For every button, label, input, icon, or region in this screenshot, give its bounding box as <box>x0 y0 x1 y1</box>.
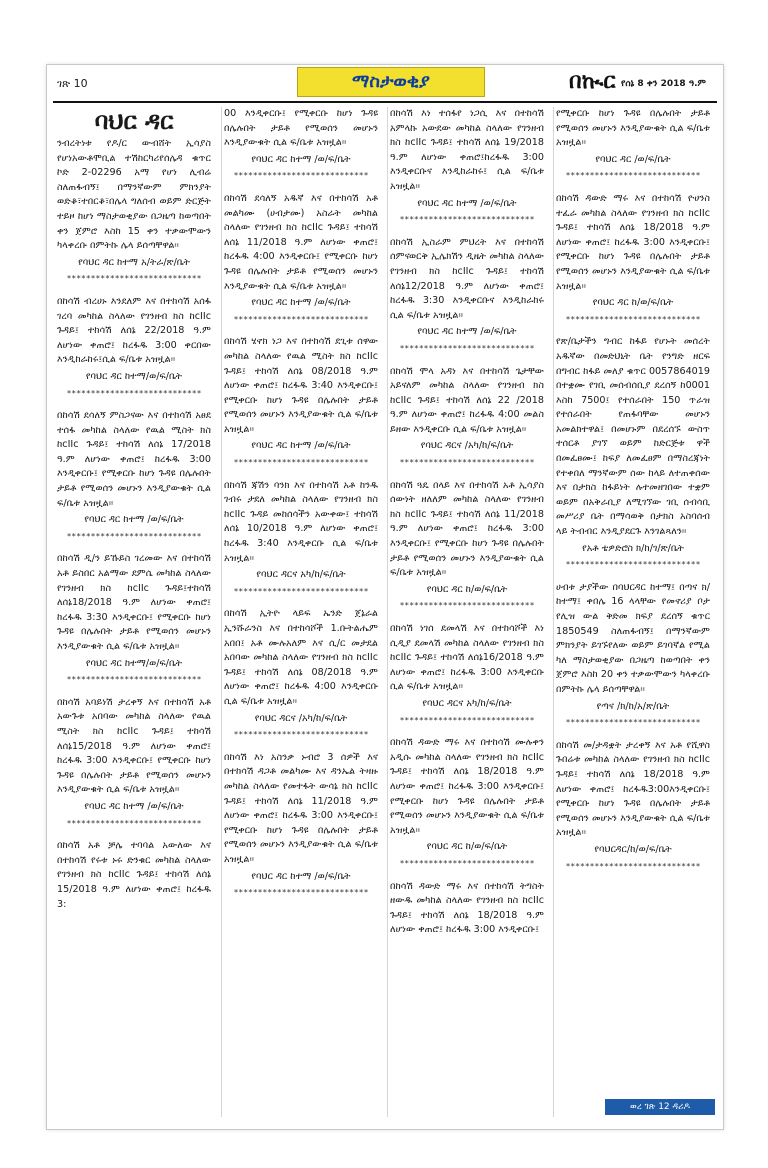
notice-body: በከሳሽ እነ አስንቃ ኑብሮ 3 ሰዎች እና በተከሳሽ ዳጋቶ መልካሙ እና ዳንኤል ትዛዙ መካከል ስላለው የመተፋት ውሳኔ ክስ ከcIIc ጉዳይ፤ ተከሳሽ ለሰኔ 11/2018 ዓ.ም ለሆነው ቀጠሮ፤ ከረፋዱ 3:00 እንዲቀርቡ፤ የሚቀርቡ ከሆነ ጉዳዩ በሌሉበት ታይቶ የሚወሰን መሆኑን እንዲያውቁት ሲል ፍ/ቤቱ አዝዟል፡፡ <box>224 751 378 865</box>
notice <box>388 107 546 228</box>
notice-signature: የባህር ዳር ከተማ /ወ/ፍ/ቤት <box>251 440 351 452</box>
notice-signature: የባህር ዳርና አካ/ከ/ፍ/ቤት <box>256 569 346 581</box>
notice-body: በከሳሽ ደሳለኝ አዱኛ እና በተከሳሽ አቶ መልካሙ (ሀብታሙ) አስራት መካከል ስላለው የገንዘብ ክስ ከcIIc ጉዳይ፤ ተከሳሽ ለሰኔ 11/2018 ዓ.ም ለሆነው ቀጠሮ፤ ከረፋዱ 4:00 እንዲቀርቡ፤ የሚቀርቡ ከሆነ ጉዳዩ በሌሉበት ታይቶ የሚወሰን መሆኑን እንዲያውቁት ሲል ፍ/ቤቱ አዝዟል፡፡ <box>224 192 378 292</box>
column-4 <box>553 107 712 1117</box>
notice-body: በከሳሽ ዲ/ን ይኹይስ ገረመው እና በተከሳሽ አቶ ይስበር አልማው ደምሴ መካከል ስላለው የገንዘብ ክስ ከcIIc ጉዳይ፤ተከሳሽ ለሰኔ18/2018 ዓ.ም ለሆነው ቀጠሮ፤ ከረፋዱ 3:30 እንዲቀርቡ፤ የሚቀርቡ ከሆነ ጉዳዩ በሌሉበት ታይቶ የሚወሰን መሆኑን እንዲያውቁት ሲል ፍ/ቤቱ አዝዟል፡፡ <box>57 553 211 652</box>
notice-signature: የባህር ዳር ከተማ /ወ/ፍ/ቤት <box>251 297 351 309</box>
notice-signature: የባህር ዳርና /አካ/ከ/ፍ/ቤት <box>254 712 348 724</box>
column-3 <box>387 107 546 1117</box>
notice <box>55 409 213 544</box>
notice-body: በከሳሽ ዳውድ ማሩ እና በተከሳሽ ትግስት ዘውዱ መካከል ስላለው የገንዘብ ክስ ከcIIc ጉዳይ፤ ተከሳሽ ለሰኔ 18/2018 ዓ.ም ለሆነው ቀጠሮ፤ ከረፋዱ 3:00 እንዲቀርቡ፤ <box>390 880 544 936</box>
notice-signature: የባህር ዳርና አካ/ከ/ፍ/ቤት <box>422 697 512 709</box>
notice-body: ንብረትነቱ የዶ/ር ውብሸት ኢሳያስ የሆነአውቶሞቢል ተሽከርካሪየሰሌዳ ቁጥር ኮድ 2-02296 አማ የሆነ ሊብሬ ስለጠፋብኝ፤ በማንኛውም ምክንያት ወድቆ፣ተበርቆ፣በሌላ ግለሰብ ወይም ድርጅት ተይዞ ከሆነ ማስታወቂያው በጋዜጣ ከወጣበት ቀን ጀምሮ እስከ 15 ቀን ተቃውሞውን ካላቀረቡ በምትኩ ሌላ ይሰጣቸዋል፡፡ <box>57 138 211 252</box>
notice <box>55 839 213 912</box>
notice-body: የጽ/ቤታችን ግብር ከፋይ የሆኑት መሰረት አዱኛው በመድህኒት ቤት የንግድ ዘርፍ በግብር ከፋይ መለያ ቁጥር 0057864019 በተቋሙ የገቢ መሰብሰቢያ ደረሰኝ ከ0001 እስከ 7500፤ የተሰራበት 150 ጥራዝ የተሰራበት የጠፋባቸው መሆኑን አመልክተዋል፤ በመሆኑም በደረሰኙ ውስጥ ተሰርቶ ያገኘ ወይም ከድርጅቱ ዋች በመፈፀሙ፤ ከፍያ ለመፈፀም በማስረጃነት የተቀበለ ማንኛውም ሰው ከላይ ለተጠቀሰው እና በታክስ ከፋይነት ሉተመዘገበው ተቋም ወይም በአቅራቢያ ለሚገኘው ገቢ ሰብሳቢ መሥሪያ ቤት በማሳወቅ በታክስ አስባሰብ ላይ ትብብር እንዲያደርጉ እንገልጻለን፡፡ <box>556 336 710 538</box>
notice-signature: የባህር ዳር ከተማ /ወ/ፍ/ቤት <box>251 153 351 165</box>
notice-body: የሚቀርቡ ከሆነ ጉዳዩ በሌሉበት ታይቶ የሚወሰን መሆኑን እንዲያውቁት ሲል ፍ/ቤቱ አዝዟል፡፡ <box>556 108 710 149</box>
notice <box>388 736 546 871</box>
notice-body: በከሳሽ ሞላ አዳነ እና በተከሳሽ ጌታቸው አይናለም መካከል ስላለው የገንዘብ ክስ ከcIIc ጉዳይ፤ ተከሳሽ ለሰኔ 22 /2018 ዓ.ም ለሆነው ቀጠሮ፤ ከረፋዱ 4:00 መልስ ይዘው እንዲቀርቡ ሲል ፍ/ቤቱ አዝዟል፡፡ <box>390 365 544 435</box>
notice-separator: **************************** <box>66 818 202 828</box>
notice <box>554 739 712 874</box>
notice-signature: የባህር ዳር ከተማ/ወ/ፍ/ቤት <box>85 370 183 382</box>
notice-separator: **************************** <box>233 730 369 740</box>
notice <box>388 479 546 614</box>
notice-separator: **************************** <box>399 215 535 225</box>
notice-columns <box>55 107 715 1117</box>
notice-separator: **************************** <box>565 718 701 728</box>
header-rule <box>53 101 717 103</box>
notice-signature: የባህር ዳር ከተማ /ወ/ፍ/ቤት <box>417 197 517 209</box>
column-1 <box>55 107 213 1117</box>
newspaper-page <box>46 64 724 1130</box>
notice-body: በከሳሽ ጃሽን ባንክ እና በተከሳሽ አቶ ከንዱ ገብሩ ታደለ መካከል ስላለው የገንዘብ ክስ ከcIIc ጉዳይ መከሰሳችን አውቀው፤ ተከሳሽ ለሰኔ 10/2018 ዓ.ም ለሆነው ቀጠሮ፤ ከረፋዱ 3:40 እንዲቀርቡ ሲል ፍ/ቤቱ አዝዟል፡፡ <box>224 479 378 564</box>
notice <box>388 365 546 471</box>
notice-body: በከሳሽ አባይነሽ ታረቀኝ እና በተከሳሽ አቶ አውጉቱ አበባው መካከል ስላለው የዉል ሚስት ክስ ከcIIc ጉዳይ፤ ተከሳሽ ለሰኔ15/2018 ዓ.ም ለሆነው ቀጠሮ፤ ከረፋዱ 3:00 እንዲቀርቡ፤ የሚቀርቡ ከሆነ ጉዳዩ በሌሉበት ታይቶ የሚወሰን መሆኑን እንዲያውቁት ሲል ፍ/ቤቱ አዝዟል፡፡ <box>57 696 211 796</box>
notice-signature: የባህር ዳር ከተማ /ወ/ፍ/ቤት <box>84 514 184 526</box>
notice-body: በከሳሽ አቶ ቻሌ ተባባል አውለው እና በተከሳሽ የሩቱ ኑሩ ድንቁር መካከል ስላለው የገንዘብ ክስ ከcIIc ጉዳይ፤ ተከሳሽ ለሰኔ 15/2018 ዓ.ም ለሆነው ቀጠሮ፤ ከረፋዱ 3: <box>57 840 211 910</box>
masthead-name: በኲር <box>569 69 616 94</box>
notice-separator: **************************** <box>233 171 369 181</box>
notice <box>55 137 213 287</box>
notice <box>554 107 712 184</box>
notice-separator: **************************** <box>565 560 701 570</box>
notice-signature: የባህር ዳር /ወ/ፍ/ቤት <box>595 153 671 165</box>
notice-signature: የባህር ዳር ከተማ /ወ/ፍ/ቤት <box>251 870 351 882</box>
notice-body: በከሳሽ ደሳለኝ ምስጋናው እና በተከሳሽ አፀደ ተሰፋ መካከል ስላለው የዉል ሚስት ክስ ከcIIc ጉዳይ፤ ተከሳሽ ለሰኔ 17/2018 ዓ.ም ለሆነው ቀጠሮ፤ ከረፋዱ 3:00 እንዲቀርቡ፤ የሚቀርቡ ከሆነ ጉዳዩ በሌሉበት ታይቶ የሚወሰን መሆኑን እንዲያውቁት ሲል ፍ/ቤቱ አዝዟል፡፡ <box>57 410 211 509</box>
notice-signature: የባህር ዳር ከተማ አ/ትራ/ጽ/ቤት <box>78 256 190 268</box>
notice <box>222 607 380 742</box>
notice <box>388 880 546 938</box>
notice <box>388 236 546 357</box>
notice <box>222 751 380 901</box>
notice <box>554 335 712 573</box>
notice <box>554 192 712 327</box>
notice <box>55 552 213 687</box>
notice <box>222 192 380 327</box>
notice-signature: የባህር ዳር ከተማ /ወ/ፍ/ቤት <box>417 326 517 338</box>
section-banner: ማስታወቂያ <box>297 67 485 97</box>
notice <box>388 622 546 728</box>
notice-separator: **************************** <box>233 586 369 596</box>
notice-separator: **************************** <box>233 458 369 468</box>
notice-signature: የባህር ዳር ከ/ወ/ፍ/ቤት <box>426 583 508 595</box>
notice-separator: **************************** <box>565 861 701 871</box>
notice-body: ሀብቱ ታያችው በባህርዳር ከተማ፤ በጣና ክ/ከተማ፤ ቀበሌ 16 ላላቸው የመኖሪያ ቦታ የሊዝ ውል ቅድመ ክፍያ ደረሰኝ ቁጥር 1850549 ስለጠፋብኝ፤ በማንኛውም ምክንያት ይገኙየለው ወይም ይገባኛል የሚል ካለ ማስታወቂያው በጋዜጣ ከወጣበት ቀን ጀምሮ እስከ 20 ቀን ተቃውሞውን ካላቀረቡ በምትኩ ሌላ ይሰጣቸዋል፡፡ <box>556 581 710 695</box>
notice-separator: **************************** <box>399 343 535 353</box>
masthead <box>569 69 721 99</box>
notice <box>554 581 712 731</box>
notice <box>222 335 380 470</box>
column-2 <box>221 107 380 1117</box>
notice-separator: **************************** <box>565 171 701 181</box>
notice-body: 00 እንዲቀርቡ፤ የሚቀርቡ ከሆነ ጉዳዩ በሌሉበት ታይቶ የሚወሰን መሆኑን እንዲያውቁት ሲል ፍ/ቤቱ አዝዟል፡፡ <box>224 108 378 149</box>
notice-body: በከሳሽ መ/ታዳቋት ታረቀኝ እና አቶ የሺዋስ ጉበሬቱ መካከል ስላለው የገንዘብ ክስ ከcIIc ጉዳይ፤ ተከሳሽ ለሰኔ 18/2018 ዓ.ም ለሆነው ቀጠሮ፤ ከረፋዱ3:00እንዲቀርቡ፤ የሚቀርቡ ከሆነ ጉዳዩ በሌሉበት ታይቶ የሚወሰን መሆኑን እንዲያውቁት ሲል ፍ/ቤቱ አዝዟል፡፡ <box>556 739 710 839</box>
notice-body: በከሳሽ ብረሀኑ እንደለም እና በተከሳሽ አሰፋ ገረባ መካከል ስላለው የገንዘብ ክስ ከcIIc ጉዳይ፤ ተከሳሽ ለሰኔ 22/2018 ዓ.ም ለሆነው ቀጠሮ፤ ከረፋዱ 3:00 ቀርበው እንዲከራከሩ፤ሲል ፍ/ቤቱ አዝዟል፡፡ <box>57 295 211 366</box>
notice-separator: **************************** <box>399 715 535 725</box>
page-header <box>47 65 723 105</box>
notice-body: በከሳሽ ሄኖክ ነጋ እና በተከሳሽ ደጊቱ ሰዋው መካከል ስላለው የዉል ሚስት ክስ ከcIIc ጉዳይ፤ ተከሳሽ ለሰኔ 08/2018 ዓ.ም ለሆነው ቀጠሮ፤ ከረፋዱ 3:40 እንዲቀርቡ፤ የሚቀርቡ ከሆነ ጉዳዩ በሌሉበት ታይቶ የሚወሰን መሆኑን እንዲያውቁት ሲል ፍ/ቤቱ አዝዟል፡፡ <box>224 336 378 435</box>
notice-signature: የጣና /ክ/ከ/አ/ጽ/ቤት <box>596 700 670 712</box>
notice-separator: **************************** <box>233 314 369 324</box>
notice-body: በከሳሽ ኢትዮ ላይፍ ኤንድ ጀኔራል ኢንሹራንስ እና በተከሳሾች 1.ቡትልሔም አበበ፤ አቶ ሙሉአለም እና ሲ/ር መታደል አበባው መካከል ስላለው የገንዘብ ክስ ከcIIc ጉዳይ፤ ተከሳሽ ለሰኔ 08/2018 ዓ.ም ለሆነው ቀጠሮ፤ ከረፋዱ 4:00 እንዲቀርቡ ሲል ፍ/ቤቱ አዝዟል፡፡ <box>224 608 378 707</box>
notice <box>222 107 380 184</box>
notice <box>55 696 213 831</box>
notice-body: በከሳሽ ነገሰ ደመላሽ እና በተከሳሾች እነ ሲዲያ ደመላሽ መካከል ስላለው የገንዘብ ክስ ከcIIc ጉዳይ፤ ተከሳሽ ለሰኔ16/2018 ዓ.ም ለሆነው ቀጠሮ፤ ከረፋዱ 3:00 እንዲቀርቡ ሲል ፍ/ቤቱ አዝዟል፡፡ <box>390 623 544 693</box>
issue-date: የሰኔ 8 ቀን 2018 ዓ.ም <box>621 79 706 89</box>
notice-separator: **************************** <box>399 601 535 611</box>
notice-separator: **************************** <box>399 458 535 468</box>
notice-body: በከሳሽ ዳውድ ማሩ እና በተከሳሽ ሙሉቀን አዲሱ መካከል ስላለው የገንዘብ ክስ ከcIIc ጉዳይ፤ ተከሳሽ ለሰኔ 18/2018 ዓ.ም ለሆነው ቀጠሮ፤ ከረፋዱ 3:00 እንዲቀርቡ፤ የሚቀርቡ ከሆነ ጉዳዩ በሌሉበት ታይቶ የሚወሰን መሆኑን እንዲያውቁት ሲል ፍ/ቤቱ አዝዟል፡፡ <box>390 737 544 836</box>
footer-tag: ወረ ገጽ 12 ዳሪዶ <box>605 1099 715 1115</box>
notice <box>222 479 380 600</box>
notice-signature: የባህር ዳር ከ/ወ/ፍ/ቤት <box>592 297 674 309</box>
notice-separator: **************************** <box>66 274 202 284</box>
column-title: ባህር ዳር <box>94 107 174 135</box>
notice-separator: **************************** <box>565 314 701 324</box>
page-number: ገጽ 10 <box>57 77 88 90</box>
notice-signature: የባህርዳር/ከ/ወ/ፍ/ቤት <box>594 843 672 855</box>
notice-separator: **************************** <box>66 675 202 685</box>
notice-signature: የባህር ዳር ከተማ/ወ/ፍ/ቤት <box>85 657 183 669</box>
notice-signature: የባህር ዳርና /አካ/ከ/ፍ/ቤት <box>420 440 514 452</box>
notice-body: በከሳሽ ኢስራም ምህረት እና በተከሳሽ ሰምናወርቅ ኢሌክሽን ዲዜት መካከል ስላለው የገንዘብ ክስ ከcIIc ጉዳይ፤ ተከሳሽ ለሰኔ12/2018 ዓ.ም ለሆነው ቀጠሮ፤ ከረፋዱ 3:30 እንዲቀርቡና እንዲከራከሩ ሲል ፍ/ቤቱ አዝዟል፡፡ <box>390 236 544 321</box>
notice-separator: **************************** <box>66 531 202 541</box>
notice-signature: የባህር ዳር ከ/ወ/ፍ/ቤት <box>426 841 508 853</box>
notice-signature: የባህር ዳር ከተማ /ወ/ፍ/ቤት <box>84 800 184 812</box>
notice-body: በከሳሽ እነ ተሰፋየ ነጋሲ እና በተከሳሽ አምላኩ አውደው መካከል ስላለው የገንዘብ ክስ ከcIIc ጉዳይ፤ ተከሳሽ ለሰኔ 19/2018 ዓ.ም ለሆነው ቀጠሮ፤ከረፋዱ 3:00 እንዲቀርቡና እንዲከራከሩ፤ ሲል ፍ/ቤቱ አዝዟል፡፡ <box>390 108 544 192</box>
notice-separator: **************************** <box>66 388 202 398</box>
notice-body: በከሳሽ ዳውድ ማሩ እና በተከሳሽ ዮሀንስ ተፈራ መካከል ስላለው የገንዘብ ክስ ከcIIc ጉዳይ፤ ተከሳሽ ለሰኔ 18/2018 ዓ.ም ለሆነው ቀጠሮ፤ ከረፋዱ 3:00 እንዲቀርቡ፤ የሚቀርቡ ከሆነ ጉዳዩ በሌሉበት ታይቶ የሚወሰን መሆኑን እንዲያውቁት ሲል ፍ/ቤቱ አዝዟል፡፡ <box>556 192 710 292</box>
notice-separator: **************************** <box>233 888 369 898</box>
notice-separator: **************************** <box>399 858 535 868</box>
notice <box>55 295 213 401</box>
notice-body: በከሳሽ ጓዴ በላይ እና በተከሳሽ አቶ ኢሳያስ ሰውነት ዘለለም መካከል ስላለው የገንዘብ ክስ ከcIIc ጉዳይ፤ ተከሳሽ ለሰኔ 11/2018 ዓ.ም ለሆነው ቀጠሮ፤ ከረፋዱ 3:00 እንዲቀርቡ፤ የሚቀርቡ ከሆነ ጉዳዩ በሌሉበት ታይቶ የሚወሰን መሆኑን እንዲያውቁት ሲል ፍ/ቤቱ አዝዟል፡፡ <box>390 479 544 579</box>
notice-signature: የአቶ ቴዎድሮስ ክ/ከ/ገ/ጽ/ቤት <box>582 542 684 554</box>
